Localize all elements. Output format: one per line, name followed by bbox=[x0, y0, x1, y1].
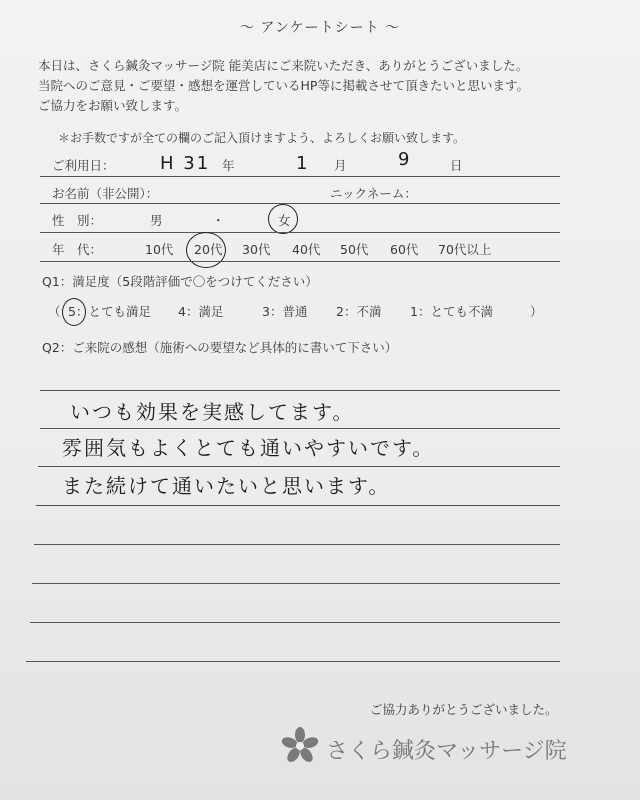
age-option-30s: 30代 bbox=[242, 242, 271, 257]
q1-close-paren: ） bbox=[530, 304, 543, 319]
answer-handwritten-line-1: いつも効果を実感してます。 bbox=[70, 400, 355, 424]
age-option-70s-plus: 70代以上 bbox=[438, 242, 492, 257]
date-year-unit: 年 bbox=[222, 158, 235, 173]
q2-label: Q2：ご来院の感想（施術への要望など具体的に書いて下さい） bbox=[42, 340, 398, 355]
name-underline bbox=[40, 203, 560, 204]
date-underline bbox=[40, 176, 560, 177]
gender-female: 女 bbox=[278, 213, 291, 228]
gender-label: 性 別： bbox=[52, 213, 103, 228]
date-day-unit: 日 bbox=[450, 158, 463, 173]
answer-rule-8 bbox=[26, 661, 560, 662]
name-label: お名前（非公開）： bbox=[52, 186, 159, 201]
answer-rule-3 bbox=[38, 466, 560, 467]
thanks-text: ご協力ありがとうございました。 bbox=[370, 702, 558, 717]
answer-handwritten-line-3: また続けて通いたいと思います。 bbox=[62, 474, 391, 498]
answer-handwritten-line-2: 雰囲気もよくとても通いやすいです。 bbox=[62, 436, 435, 460]
sheet-title: ～ アンケートシート ～ bbox=[239, 20, 401, 36]
date-era-handwritten: H 31 bbox=[160, 153, 211, 174]
date-month-unit: 月 bbox=[334, 158, 347, 173]
gender-underline bbox=[40, 232, 560, 233]
age-label: 年 代： bbox=[52, 242, 103, 257]
intro-line-3: ご協力をお願い致します。 bbox=[38, 98, 188, 113]
age-option-60s: 60代 bbox=[390, 242, 419, 257]
age-option-20s: 20代 bbox=[194, 242, 223, 257]
q1-option-4: 4：満足 bbox=[178, 304, 224, 319]
date-day-handwritten: 9 bbox=[398, 149, 412, 170]
answer-rule-4 bbox=[36, 505, 560, 506]
age-option-10s: 10代 bbox=[145, 242, 174, 257]
gender-female-circle-mark bbox=[268, 204, 298, 234]
date-month-handwritten: 1 bbox=[296, 153, 310, 174]
q1-open-paren: （ bbox=[48, 304, 61, 319]
nickname-label: ニックネーム： bbox=[330, 186, 417, 201]
sakura-flower-icon bbox=[280, 726, 320, 766]
instruction-note: ＊お手数ですが全ての欄のご記入頂けますよう、よろしくお願い致します。 bbox=[58, 131, 466, 145]
clinic-logo-text: さくら鍼灸マッサージ院 bbox=[326, 739, 567, 764]
gender-separator: ・ bbox=[212, 213, 225, 228]
date-label: ご利用日： bbox=[52, 158, 115, 173]
answer-rule-2 bbox=[40, 428, 560, 429]
gender-male: 男 bbox=[150, 213, 163, 228]
age-underline bbox=[40, 261, 560, 262]
intro-line-1: 本日は、さくら鍼灸マッサージ院 能美店にご来院いただき、ありがとうございました。 bbox=[38, 58, 529, 73]
answer-rule-7 bbox=[30, 622, 560, 623]
age-option-50s: 50代 bbox=[340, 242, 369, 257]
answer-rule-5 bbox=[34, 544, 560, 545]
q1-option-5-circle-mark bbox=[62, 298, 86, 326]
intro-line-2: 当院へのご意見・ご要望・感想を運営しているHP等に掲載させて頂きたいと思います。 bbox=[38, 78, 529, 93]
q1-option-3: 3：普通 bbox=[262, 304, 308, 319]
answer-rule-6 bbox=[32, 583, 560, 584]
q1-option-1: 1：とても不満 bbox=[410, 304, 493, 319]
age-option-40s: 40代 bbox=[292, 242, 321, 257]
q1-option-2: 2：不満 bbox=[336, 304, 382, 319]
age-20s-circle-mark bbox=[186, 232, 226, 268]
answer-rule-1 bbox=[40, 390, 560, 391]
q1-label: Q1：満足度（5段階評価で〇をつけてください） bbox=[42, 274, 318, 289]
q1-option-5: 5：とても満足 bbox=[68, 304, 151, 319]
